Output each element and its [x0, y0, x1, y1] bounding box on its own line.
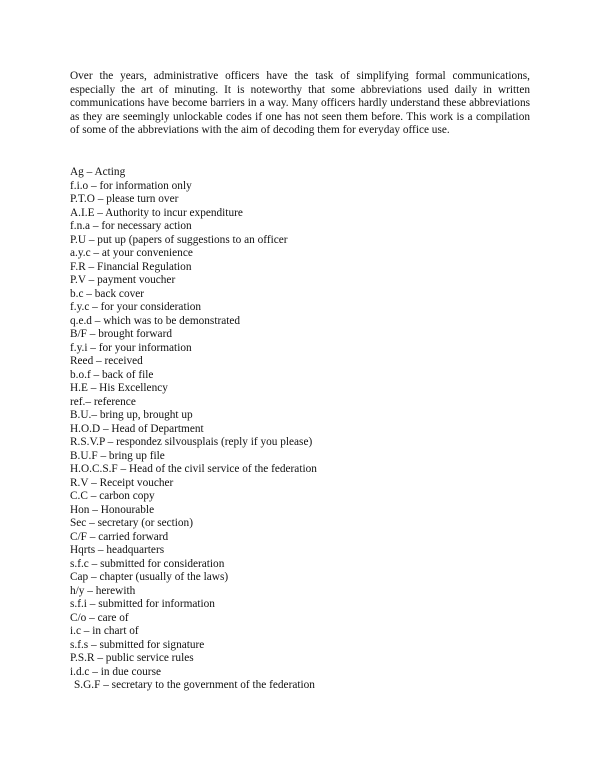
list-item: f.n.a – for necessary action: [70, 220, 192, 232]
intro-paragraph: Over the years, administrative officers have the task of simplifying formal communications, especially the art of minuting. It is noteworthy that some abbreviations used daily in written communications have become barriers in a way. Many officers hardly understand these abbreviations as they are seemingly unlockable codes if one has not seen them before. This work is a compilation of some of the abbreviations with the aim of decoding them for everyday office use.: [70, 70, 530, 137]
list-item: H.E – His Excellency: [70, 382, 168, 394]
list-item: Sec – secretary (or section): [70, 517, 193, 529]
list-item: b.o.f – back of file: [70, 368, 154, 381]
list-item: f.y.i – for your information: [70, 341, 192, 354]
list-item: B.U.– bring up, brought up: [70, 409, 193, 421]
list-item: h/y – herewith: [70, 584, 136, 597]
list-item: A.I.E – Authority to incur expenditure: [70, 206, 243, 219]
list-item: a.y.c – at your convenience: [70, 247, 193, 259]
list-item: F.R – Financial Regulation: [70, 260, 192, 273]
list-item: q.e.d – which was to be demonstrated: [70, 314, 241, 327]
list-item: Hon – Honourable: [70, 503, 155, 516]
list-item: B.U.F – bring up file: [70, 449, 165, 462]
list-item: Cap – chapter (usually of the laws): [70, 571, 229, 583]
list-item: R.S.V.P – respondez silvousplais (reply if you please): [70, 436, 313, 448]
list-item: i.c – in chart of: [70, 625, 139, 637]
list-item: C/o – care of: [70, 611, 129, 624]
list-item: ref.– reference: [70, 395, 136, 408]
list-item: C/F – carried forward: [70, 530, 169, 543]
list-item: P.V – payment voucher: [70, 274, 176, 286]
list-item: b.c – back cover: [70, 287, 145, 300]
list-item: B/F – brought forward: [70, 328, 172, 340]
abbreviation-list: [70, 166, 540, 693]
list-item: C.C – carbon copy: [70, 490, 155, 502]
list-item: i.d.c – in due course: [70, 665, 161, 678]
list-item: f.i.o – for information only: [70, 179, 192, 192]
list-item: Ag – Acting: [70, 166, 126, 178]
list-item: H.O.D – Head of Department: [70, 422, 204, 435]
list-item: s.f.i – submitted for information: [70, 598, 215, 610]
list-item: P.U – put up (papers of suggestions to an officer: [70, 233, 288, 246]
list-item: f.y.c – for your consideration: [70, 301, 202, 313]
list-item: H.O.C.S.F – Head of the civil service of the federation: [70, 463, 317, 475]
list-item: P.S.R – public service rules: [70, 652, 194, 664]
list-item: S.G.F – secretary to the government of the federation: [74, 679, 315, 691]
list-item: P.T.O – please turn over: [70, 193, 179, 205]
list-item: s.f.c – submitted for consideration: [70, 557, 225, 570]
list-item: Reed – received: [70, 355, 143, 367]
list-item: Hqrts – headquarters: [70, 544, 165, 556]
list-item: R.V – Receipt voucher: [70, 476, 174, 489]
list-item: s.f.s – submitted for signature: [70, 638, 205, 651]
